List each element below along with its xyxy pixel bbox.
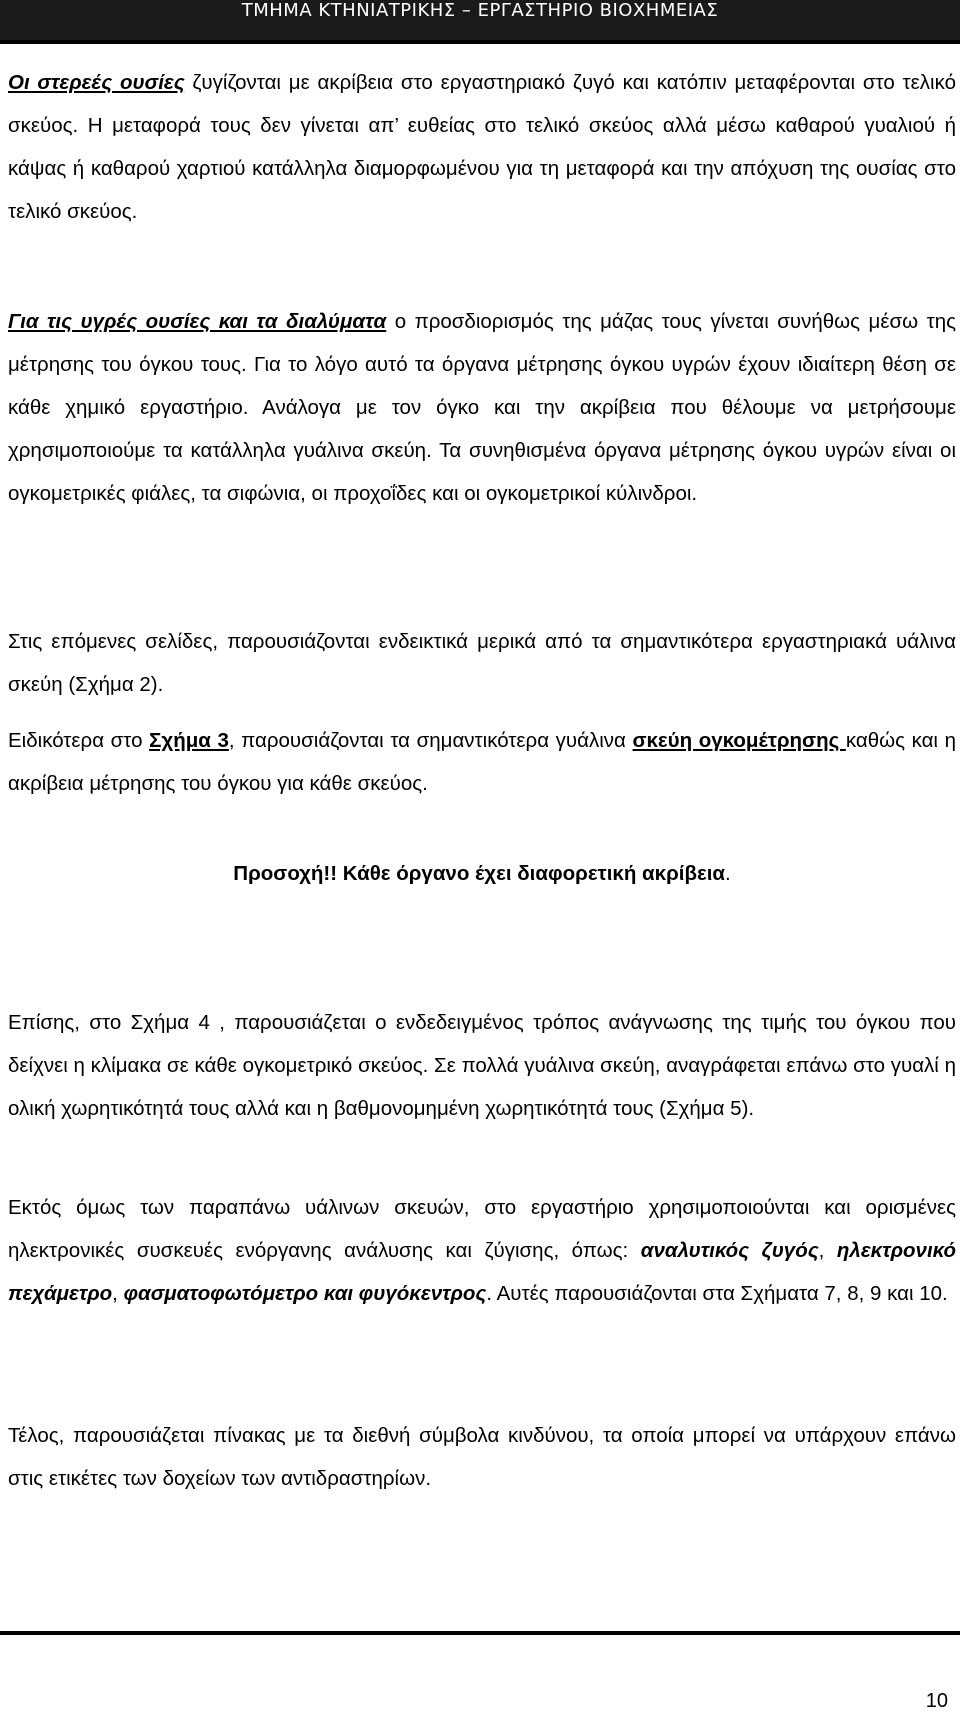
hazard-symbols-text: Τέλος, παρουσιάζεται πίνακας με τα διεθνή σύμβολα κινδύνου, τα οποία μπορεί να υπάρχουν επάνω στις ετικέτες των δοχείων των αντιδραστηρίων. — [8, 1424, 956, 1490]
paragraph-hazard-symbols — [8, 1414, 956, 1500]
instruments-sep-2: , — [112, 1282, 124, 1305]
paragraph-liquids — [8, 300, 956, 515]
figure3-text-a: Ειδικότερα στο — [8, 729, 150, 752]
spectrophotometer-centrifuge-term: φασματοφωτόμετρο και φυγόκεντρος — [123, 1282, 487, 1305]
analytical-balance-term: αναλυτικός ζυγός — [640, 1239, 819, 1262]
glassware-intro-text: Στις επόμενες σελίδες, παρουσιάζονται ενδεικτικά μερικά από τα σημαντικότερα εργαστηριακά υάλινα σκεύη (Σχήμα 2). — [8, 630, 956, 696]
warning-text: Προσοχή!! Κάθε όργανο έχει διαφορετική ακρίβεια — [233, 862, 725, 885]
ph-meter-term: ηλεκτρονικό πεχάμετρο — [8, 1239, 956, 1305]
warning-tail: . — [725, 862, 731, 885]
footer-rule — [0, 1631, 960, 1635]
page-header — [0, 0, 960, 40]
instruments-text-g: . Αυτές παρουσιάζονται στα Σχήματα 7, 8, 9 και 10. — [486, 1282, 948, 1305]
paragraph-glassware-intro — [8, 620, 956, 706]
figure3-text-e: καθώς και η ακρίβεια μέτρησης του όγκου για κάθε σκεύος. — [8, 729, 956, 795]
solids-heading: Οι στερεές ουσίες — [8, 71, 185, 94]
paragraph-instruments — [8, 1186, 956, 1315]
volumetric-glassware-term: σκεύη ογκομέτρησης — [632, 729, 846, 752]
instruments-text-a: Εκτός όμως των παραπάνω υάλινων σκευών, στο εργαστήριο χρησιμοποιούνται και ορισμένες ηλεκτρονικές συσκευές ενόργανης ανάλυσης και ζύγισης, όπως: — [8, 1196, 956, 1262]
page-number: 10 — [925, 1690, 948, 1712]
reading-volume-text: Επίσης, στο Σχήμα 4 , παρουσιάζεται ο ενδεδειγμένος τρόπος ανάγνωσης της τιμής του όγκου που δείχνει η κλίμακα σε κάθε ογκομετρικό σκεύος. Σε πολλά γυάλινα σκεύη, αναγράφεται επάνω στο γυαλί η ολική χωρητικότητά τους αλλά και η βαθμονομημένη χωρητικότητά τους (Σχήμα 5). — [8, 1011, 956, 1120]
header-rule — [0, 40, 960, 44]
figure3-text-c: , παρουσιάζονται τα σημαντικότερα γυάλινα — [228, 729, 633, 752]
liquids-heading: Για τις υγρές ουσίες και τα διαλύματα — [8, 310, 387, 333]
liquids-text: ο προσδιορισμός της μάζας τους γίνεται συνήθως μέσω της μέτρησης του όγκου τους. Για το λόγο αυτό τα όργανα μέτρησης όγκου υγρών έχουν ιδιαίτερη θέση σε κάθε χημικό εργαστήριο. Ανάλογα με τον όγκο και την ακρίβεια που θέλουμε να μετρήσουμε χρησιμοποιούμε τα κατάλληλα γυάλινα σκεύη. Τα συνηθισμένα όργανα μέτρησης όγκου υγρών είναι οι ογκομετρικές φιάλες, τα σιφώνια, οι προχοΐδες και οι ογκομετρικοί κύλινδροι. — [8, 310, 956, 505]
instruments-sep-1: , — [818, 1239, 837, 1262]
paragraph-reading-volume — [8, 1001, 956, 1130]
paragraph-warning — [8, 852, 956, 895]
figure3-reference: Σχήμα 3 — [149, 729, 229, 752]
solids-text: ζυγίζονται με ακρίβεια στο εργαστηριακό ζυγό και κατόπιν μεταφέρονται στο τελικό σκεύος. Η μεταφορά τους δεν γίνεται απ’ ευθείας στο τελικό σκεύος αλλά μέσω καθαρού γυαλιού ή κάψας ή καθαρού χαρτιού κατάλληλα διαμορφωμένου για τη μεταφορά και την απόχυση της ουσίας στο τελικό σκεύος. — [8, 71, 956, 223]
header-title: ΤΜΗΜΑ ΚΤΗΝΙΑΤΡΙΚΗΣ – ΕΡΓΑΣΤΗΡΙΟ ΒΙΟΧΗΜΕΙΑΣ — [241, 0, 719, 21]
paragraph-solids — [8, 61, 956, 233]
paragraph-figure3 — [8, 719, 956, 805]
